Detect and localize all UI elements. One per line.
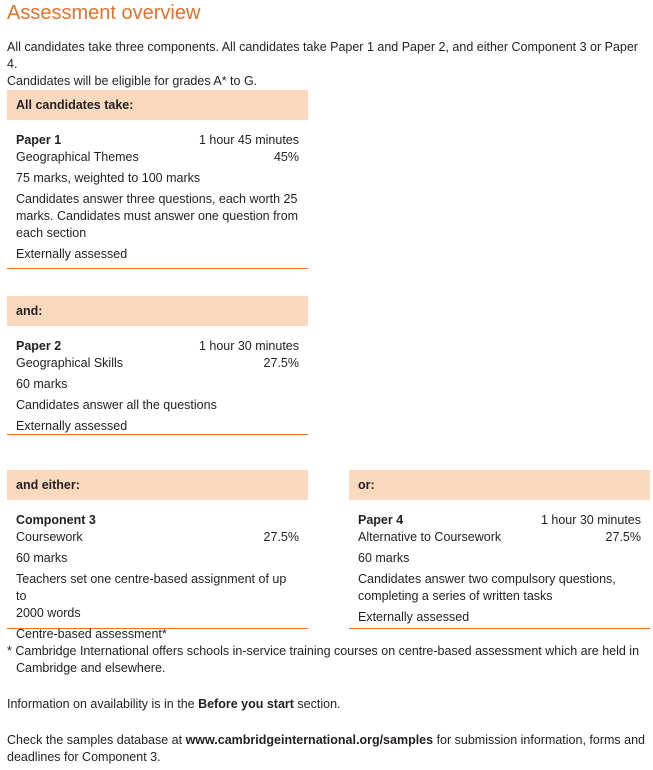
weighting: 27.5% bbox=[263, 356, 299, 370]
component-subtitle: Alternative to Coursework bbox=[358, 530, 502, 544]
samples-line-2: deadlines for Component 3. bbox=[7, 750, 161, 764]
component-name: Paper 4 bbox=[358, 513, 404, 527]
samples-url-link[interactable]: www.cambridgeinternational.org/samples bbox=[185, 733, 434, 747]
availability-text bbox=[7, 696, 647, 713]
description-line: Candidates answer two compulsory questions, bbox=[358, 572, 616, 586]
page-title: Assessment overview bbox=[7, 2, 201, 24]
before-you-start-reference: Before you start bbox=[198, 697, 294, 711]
marks: 60 marks bbox=[16, 551, 68, 565]
component-name: Component 3 bbox=[16, 513, 96, 527]
weighting: 45% bbox=[273, 150, 299, 164]
weighting: 27.5% bbox=[263, 530, 299, 544]
component-subtitle: Geographical Skills bbox=[16, 356, 123, 370]
footnote-line-1: * Cambridge International offers schools in-service training courses on centre-based assessment which are held in bbox=[7, 644, 640, 658]
box-heading: and either: bbox=[7, 470, 308, 500]
footnote bbox=[7, 643, 647, 677]
assessment-type: Externally assessed bbox=[16, 419, 128, 433]
component-3-details bbox=[7, 505, 308, 641]
intro-line-2: Candidates will be eligible for grades A* to G. bbox=[7, 74, 258, 88]
assessment-type: Externally assessed bbox=[358, 610, 470, 624]
description-line: marks. Candidates must answer one question from bbox=[16, 209, 299, 223]
paper-2-box bbox=[7, 296, 308, 435]
marks: 60 marks bbox=[358, 551, 410, 565]
intro-line-1: All candidates take three components. All candidates take Paper 1 and Paper 2, and either Component 3 or Paper 4. bbox=[7, 40, 638, 71]
samples-suffix: for submission information, forms and bbox=[433, 733, 645, 747]
component-name: Paper 2 bbox=[16, 339, 62, 353]
duration: 1 hour 30 minutes bbox=[540, 513, 641, 527]
box-heading: and: bbox=[7, 296, 308, 326]
description-line: 2000 words bbox=[16, 606, 81, 620]
samples-prefix: Check the samples database at bbox=[7, 733, 186, 747]
description-line: Candidates answer three questions, each worth 25 bbox=[16, 192, 298, 206]
description: Candidates answer all the questions bbox=[16, 398, 217, 412]
box-heading: All candidates take: bbox=[7, 90, 308, 120]
description bbox=[16, 571, 299, 622]
marks: 75 marks, weighted to 100 marks bbox=[16, 171, 201, 185]
availability-prefix: Information on availability is in the bbox=[7, 697, 199, 711]
description-line: Teachers set one centre-based assignment of up to bbox=[16, 572, 287, 603]
intro-text bbox=[7, 39, 647, 90]
footnote-line-2: Cambridge and elsewhere. bbox=[16, 661, 166, 675]
description bbox=[358, 571, 641, 605]
box-heading: or: bbox=[349, 470, 650, 500]
paper-1-box bbox=[7, 90, 308, 269]
duration: 1 hour 30 minutes bbox=[198, 339, 299, 353]
assessment-type: Centre-based assessment* bbox=[16, 627, 167, 641]
weighting: 27.5% bbox=[605, 530, 641, 544]
paper-4-details bbox=[349, 505, 650, 629]
component-name: Paper 1 bbox=[16, 133, 62, 147]
component-subtitle: Geographical Themes bbox=[16, 150, 139, 164]
availability-suffix: section. bbox=[293, 697, 341, 711]
duration: 1 hour 45 minutes bbox=[198, 133, 299, 147]
marks: 60 marks bbox=[16, 377, 68, 391]
component-subtitle: Coursework bbox=[16, 530, 83, 544]
description-line: completing a series of written tasks bbox=[358, 589, 553, 603]
description-line: each section bbox=[16, 226, 87, 240]
assessment-type: Externally assessed bbox=[16, 247, 128, 261]
samples-text bbox=[7, 732, 647, 766]
paper-4-box bbox=[349, 470, 650, 629]
paper-1-details bbox=[7, 125, 308, 269]
component-3-box bbox=[7, 470, 308, 641]
description bbox=[16, 191, 299, 242]
paper-2-details bbox=[7, 331, 308, 435]
